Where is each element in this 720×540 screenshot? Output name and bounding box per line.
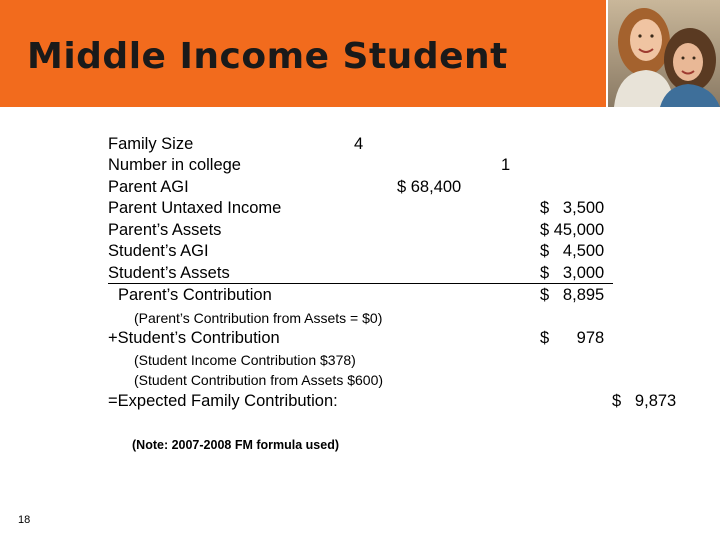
student-agi-label: Student’s AGI — [108, 242, 209, 260]
family-size-value: 4 — [354, 135, 364, 153]
student-contribution-value: $ 978 — [540, 329, 605, 347]
parent-contribution-value: $ 8,895 — [540, 286, 605, 304]
student-income-note: (Student Income Contribution $378) — [134, 352, 356, 368]
student-assets-note: (Student Contribution from Assets $600) — [134, 372, 384, 388]
students-photo — [606, 0, 720, 107]
formula-note: (Note: 2007-2008 FM formula used) — [132, 438, 339, 452]
number-in-college-label: Number in college — [108, 156, 241, 174]
efc-label: =Expected Family Contribution: — [108, 392, 338, 410]
summary-rule — [108, 283, 613, 284]
parent-agi-value: $ 68,400 — [397, 178, 462, 196]
student-assets-value: $ 3,000 — [540, 264, 605, 282]
number-in-college-value: 1 — [501, 156, 511, 174]
student-contribution-label: +Student’s Contribution — [108, 329, 280, 347]
efc-value: $ 9,873 — [612, 392, 677, 410]
slide-title: Middle Income Student — [27, 36, 508, 77]
student-assets-label: Student’s Assets — [108, 264, 230, 282]
parent-assets-label: Parent’s Assets — [108, 221, 222, 239]
parent-agi-label: Parent AGI — [108, 178, 189, 196]
parent-contribution-note: (Parent’s Contribution from Assets = $0) — [134, 310, 383, 326]
parent-untaxed-income-label: Parent Untaxed Income — [108, 199, 282, 217]
page-number: 18 — [18, 514, 31, 526]
family-size-label: Family Size — [108, 135, 194, 153]
parent-assets-value: $ 45,000 — [540, 221, 605, 239]
parent-contribution-label: Parent’s Contribution — [118, 286, 272, 304]
student-agi-value: $ 4,500 — [540, 242, 605, 260]
parent-untaxed-income-value: $ 3,500 — [540, 199, 605, 217]
